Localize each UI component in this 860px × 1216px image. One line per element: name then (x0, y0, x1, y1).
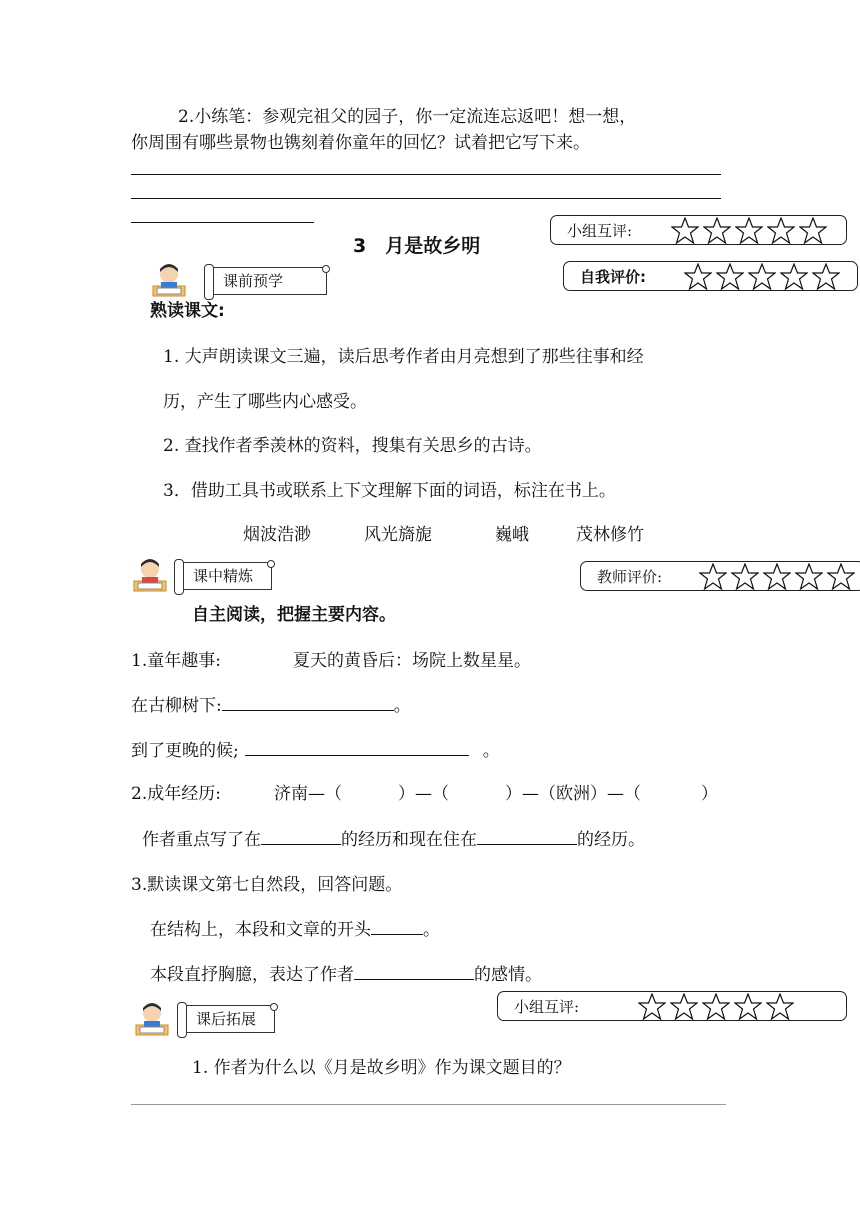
star-icon[interactable] (795, 563, 823, 590)
section-label: 课前预学 (223, 272, 284, 290)
pre-item-1a: 1. 大声朗读课文三遍，读后思考作者由月亮想到了那些往事和经 (163, 347, 644, 367)
student-reading-icon (130, 557, 170, 593)
q1-label: 1.童年趣事: (131, 651, 221, 671)
teacher-evaluation (580, 561, 860, 591)
punct: 。 (482, 741, 500, 761)
vocab-word: 巍峨 (495, 525, 529, 545)
mid-heading: 自主阅读，把握主要内容。 (192, 605, 396, 625)
answer-line[interactable] (131, 198, 721, 199)
star-icon[interactable] (780, 263, 808, 290)
star-icon[interactable] (684, 263, 712, 290)
q2-route (274, 783, 718, 805)
answer-blank[interactable] (354, 963, 474, 980)
group-evaluation-bottom (497, 991, 847, 1021)
q2-b-text: 的经历和现在住在 (341, 830, 477, 850)
star-icon[interactable] (748, 263, 776, 290)
route-part: ）—（欧洲）—（ (505, 784, 641, 804)
answer-blank[interactable] (477, 828, 577, 845)
rating-stars[interactable] (671, 217, 827, 244)
post-q1: 1. 作者为什么以《月是故乡明》作为课文题目的？ (192, 1058, 571, 1078)
star-icon[interactable] (699, 563, 727, 590)
section-banner-post (181, 1005, 275, 1033)
answer-blank[interactable] (245, 739, 469, 756)
vocab-word: 烟波浩渺 (243, 525, 311, 545)
star-icon[interactable] (731, 563, 759, 590)
group-evaluation-top (550, 215, 847, 245)
q3-a-text: 在结构上，本段和文章的开头 (150, 920, 371, 940)
star-icon[interactable] (670, 993, 698, 1020)
answer-blank[interactable] (371, 918, 423, 935)
answer-line[interactable] (131, 174, 721, 175)
punct: 。 (423, 920, 440, 940)
punct: 。 (393, 696, 411, 716)
q1-c-text: 到了更晚的候; (131, 741, 239, 761)
rating-stars[interactable] (699, 563, 855, 590)
star-icon[interactable] (763, 563, 791, 590)
star-icon[interactable] (767, 217, 795, 244)
q1-text: 夏天的黄昏后：场院上数星星。 (293, 651, 531, 671)
practice-line-1: 2.小练笔：参观完祖父的园子，你一定流连忘返吧！想一想， (178, 107, 637, 127)
self-eval-label: 自我评价: (580, 267, 646, 286)
student-reading-icon (149, 262, 189, 298)
vocab-word: 风光旖旎 (364, 525, 432, 545)
rating-stars[interactable] (684, 263, 840, 290)
pre-item-2: 2. 查找作者季羡林的资料，搜集有关思乡的古诗。 (163, 436, 542, 456)
route-part: ） (701, 784, 718, 804)
section-banner-mid (178, 562, 272, 590)
q3-b-text: 的感情。 (474, 965, 542, 985)
q3-label: 3.默读课文第七自然段，回答问题。 (131, 875, 403, 895)
pre-heading: 熟读课文: (150, 301, 225, 321)
route-part: 济南—（ (274, 784, 342, 804)
practice-line-2: 你周围有哪些景物也镌刻着你童年的回忆？试着把它写下来。 (131, 133, 590, 153)
q3-a-line (150, 918, 440, 941)
star-icon[interactable] (702, 993, 730, 1020)
route-part: ）—（ (398, 784, 449, 804)
star-icon[interactable] (638, 993, 666, 1020)
q1-b-line (131, 694, 411, 717)
student-reading-icon (132, 1001, 172, 1037)
group-eval-label: 小组互评: (567, 221, 633, 240)
answer-line[interactable] (131, 1104, 726, 1105)
star-icon[interactable] (716, 263, 744, 290)
q1-b-text: 在古柳树下: (131, 696, 222, 716)
star-icon[interactable] (671, 217, 699, 244)
star-icon[interactable] (703, 217, 731, 244)
section-label: 课后拓展 (196, 1010, 257, 1028)
answer-blank[interactable] (261, 828, 341, 845)
q3-b-text: 本段直抒胸臆，表达了作者 (150, 965, 354, 985)
teacher-eval-label: 教师评价: (597, 567, 663, 586)
q2-label: 2.成年经历: (131, 784, 221, 804)
star-icon[interactable] (827, 563, 855, 590)
pre-item-3: 3．借助工具书或联系上下文理解下面的词语，标注在书上。 (163, 481, 616, 501)
q2-b-text: 的经历。 (577, 830, 645, 850)
rating-stars[interactable] (638, 993, 794, 1020)
section-banner-pre (208, 267, 327, 295)
pre-item-1b: 历，产生了哪些内心感受。 (163, 392, 367, 412)
star-icon[interactable] (799, 217, 827, 244)
section-label: 课中精炼 (193, 567, 254, 585)
q2-b-text: 作者重点写了在 (142, 830, 261, 850)
lesson-title: 3 月是故乡明 (353, 235, 481, 257)
star-icon[interactable] (766, 993, 794, 1020)
star-icon[interactable] (734, 993, 762, 1020)
answer-line[interactable] (131, 222, 314, 223)
answer-blank[interactable] (222, 694, 394, 711)
q1-c-line (131, 739, 500, 762)
vocab-word: 茂林修竹 (576, 525, 644, 545)
q2-b-line (142, 828, 645, 851)
star-icon[interactable] (735, 217, 763, 244)
star-icon[interactable] (812, 263, 840, 290)
group-eval-label: 小组互评: (514, 997, 580, 1016)
self-evaluation (563, 261, 858, 291)
q3-b-line (150, 963, 542, 986)
